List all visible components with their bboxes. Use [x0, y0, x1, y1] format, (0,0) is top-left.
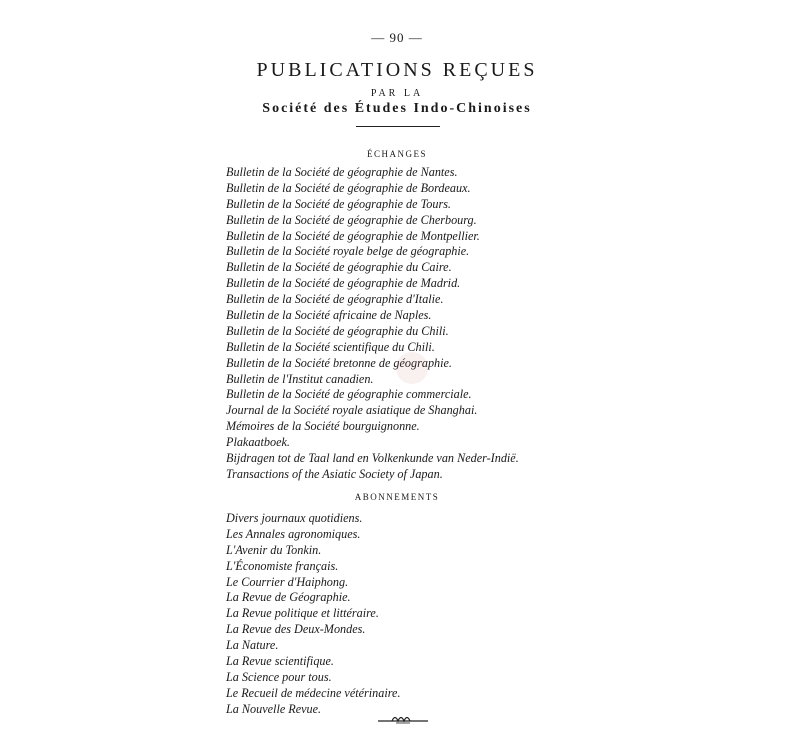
- section-heading-abonnements: ABONNEMENTS: [354, 492, 440, 502]
- abonnements-list-item: Divers journaux quotidiens.: [226, 511, 363, 525]
- abonnements-list-item: La Revue des Deux-Mondes.: [226, 622, 366, 637]
- abonnements-list-item: Le Recueil de médecine vétérinaire.: [226, 685, 401, 700]
- page-number: — 90 —: [371, 30, 423, 45]
- echanges-list-item: Bulletin de la Société royale belge de géographie.: [226, 244, 470, 259]
- echanges-list-item: Bulletin de la Société de géographie de Nantes.: [226, 165, 458, 179]
- echanges-list-item: Bulletin de l'Institut canadien.: [226, 371, 374, 386]
- echanges-list-item: Bulletin de la Société de géographie de Madrid.: [226, 276, 461, 291]
- abonnements-list-item: L'Avenir du Tonkin.: [226, 542, 322, 557]
- echanges-list-item: Bijdragen tot de Taal land en Volkenkunde van Neder-Indië.: [226, 451, 519, 466]
- abonnements-list: [226, 511, 401, 718]
- echanges-list-item: Bulletin de la Société de géographie commerciale.: [226, 387, 472, 402]
- echanges-list-item: Bulletin de la Société de géographie de Cherbourg.: [226, 212, 477, 227]
- echanges-list: [226, 165, 519, 483]
- echanges-list-item: Bulletin de la Société de géographie d'Italie.: [226, 292, 444, 307]
- society-name: Société des Études Indo-Chinoises: [262, 101, 532, 116]
- abonnements-list-item: La Nouvelle Revue.: [226, 701, 322, 716]
- paper-stain: [396, 352, 428, 384]
- abonnements-list-item: La Revue scientifique.: [226, 654, 334, 669]
- abonnements-list-item: La Revue politique et littéraire.: [226, 606, 379, 621]
- echanges-list-item: Transactions of the Asiatic Society of Japan.: [226, 466, 443, 481]
- echanges-list-item: Bulletin de la Société scientifique du Chili.: [226, 339, 435, 354]
- section-heading-echanges: ÉCHANGES: [366, 149, 427, 159]
- echanges-list-item: Bulletin de la Société de géographie de Bordeaux.: [226, 180, 471, 195]
- echanges-list-item: Plakaatboek.: [226, 435, 290, 450]
- abonnements-list-item: Le Courrier d'Haiphong.: [226, 574, 349, 589]
- end-ornament-icon: [376, 711, 430, 727]
- echanges-list-item: Bulletin de la Société de géographie du Caire.: [226, 260, 452, 275]
- echanges-list-item: Bulletin de la Société bretonne de géographie.: [226, 355, 452, 370]
- echanges-list-item: Bulletin de la Société africaine de Naples.: [226, 308, 432, 323]
- echanges-list-item: Mémoires de la Société bourguignonne.: [226, 419, 420, 434]
- page-title: PUBLICATIONS REÇUES: [256, 59, 538, 81]
- echanges-list-item: Bulletin de la Société de géographie du Chili.: [226, 323, 449, 338]
- abonnements-list-item: L'Économiste français.: [226, 558, 339, 573]
- page-subtitle: PAR LA: [370, 88, 424, 99]
- echanges-list-item: Bulletin de la Société de géographie de Montpellier.: [226, 228, 480, 243]
- abonnements-list-item: Les Annales agronomiques.: [226, 526, 361, 541]
- echanges-list-item: Bulletin de la Société de géographie de Tours.: [226, 196, 451, 211]
- echanges-list-item: Journal de la Société royale asiatique de Shanghai.: [226, 403, 478, 418]
- abonnements-list-item: La Revue de Géographie.: [226, 590, 351, 605]
- abonnements-list-item: La Nature.: [226, 638, 279, 653]
- abonnements-list-item: La Science pour tous.: [226, 669, 332, 684]
- title-rule: [356, 126, 440, 127]
